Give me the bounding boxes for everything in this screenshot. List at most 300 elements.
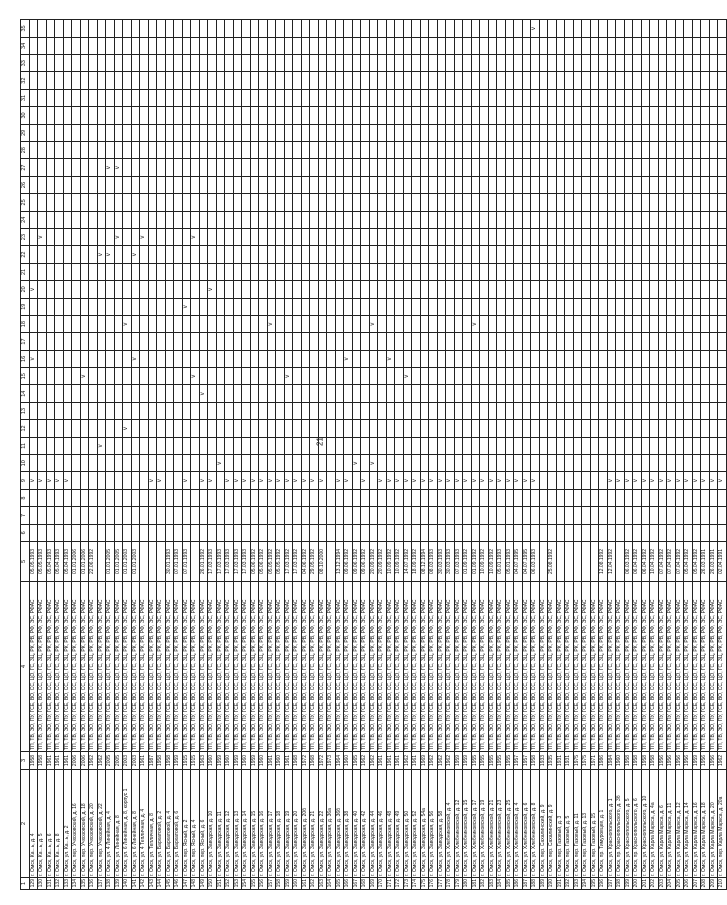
mark-cell [157, 20, 166, 37]
mark-cell [454, 368, 463, 385]
year-cell: 1960 [208, 752, 217, 770]
mark-cell [114, 124, 123, 141]
year-cell: 1955 [497, 752, 506, 770]
mark-cell [191, 72, 200, 89]
mark-cell [344, 107, 353, 124]
mark-cell [582, 350, 591, 367]
mark-cell [318, 350, 327, 367]
mark-cell [131, 524, 140, 541]
mark-cell: v [675, 472, 684, 489]
mark-cell [522, 437, 531, 454]
mark-cell [480, 20, 489, 37]
mark-cell [55, 211, 64, 228]
mark-cell: v [250, 472, 259, 489]
mark-cell [191, 402, 200, 419]
mark-cell [250, 142, 259, 159]
mark-cell [301, 107, 310, 124]
mark-cell [548, 524, 557, 541]
mark-cell [480, 72, 489, 89]
mark-cell [182, 437, 191, 454]
mark-cell [539, 350, 548, 367]
mark-cell [242, 333, 251, 350]
mark-cell [157, 72, 166, 89]
documents-cell: ТП, ТВ, ЭО, ПУ, ГСЕ, ВО, СС, ЦО, ГС, ЗЦ, РК, РВ, РФ, ЭС, РФАС [599, 582, 608, 752]
mark-cell [650, 368, 659, 385]
row-number: 205 [675, 878, 684, 890]
mark-cell [63, 455, 72, 472]
mark-cell: v [29, 281, 38, 298]
mark-cell [565, 124, 574, 141]
mark-cell [641, 89, 650, 106]
documents-cell: ТП, ТВ, ЭО, ПУ, ГСЕ, ВО, СС, ЦО, ГС, ЗЦ, РК, РВ, РФ, ЭС, РФАС [565, 582, 574, 752]
mark-cell [199, 507, 208, 524]
mark-cell [667, 228, 676, 245]
mark-cell [548, 507, 557, 524]
table-row [114, 20, 123, 890]
mark-cell [548, 211, 557, 228]
mark-cell [675, 194, 684, 211]
date-cell: 09.06.1992 [361, 542, 370, 582]
mark-cell [97, 420, 106, 437]
mark-cell [148, 176, 157, 193]
mark-cell [191, 159, 200, 176]
mark-cell [412, 20, 421, 37]
mark-cell [131, 142, 140, 159]
mark-cell [267, 246, 276, 263]
mark-cell [437, 37, 446, 54]
mark-cell [650, 228, 659, 245]
address-cell: г. Омск, пер. Ясный, д. 6 [199, 770, 208, 878]
mark-cell [242, 142, 251, 159]
mark-cell [684, 263, 693, 280]
address-cell: г. Омск, ул. Заводская, д. 19 [284, 770, 293, 878]
mark-cell [242, 124, 251, 141]
mark-cell [624, 315, 633, 332]
mark-cell [284, 142, 293, 159]
mark-cell: v [216, 455, 225, 472]
row-number: 153 [233, 878, 242, 890]
mark-cell [403, 455, 412, 472]
mark-cell [718, 159, 727, 176]
year-cell: 1958 [165, 752, 174, 770]
mark-cell [684, 246, 693, 263]
mark-cell [174, 246, 183, 263]
mark-cell [709, 350, 718, 367]
mark-cell [335, 89, 344, 106]
mark-cell [616, 455, 625, 472]
mark-cell: v [29, 350, 38, 367]
table-row [191, 20, 200, 890]
mark-cell [208, 37, 217, 54]
mark-cell [208, 298, 217, 315]
mark-cell [675, 37, 684, 54]
mark-cell [505, 368, 514, 385]
mark-cell [46, 455, 55, 472]
mark-cell [335, 228, 344, 245]
mark-cell [80, 420, 89, 437]
address-cell: г. Омск, ул. Хлебниковской, д. 23 [497, 770, 506, 878]
mark-cell [250, 176, 259, 193]
mark-cell [174, 489, 183, 506]
mark-cell [165, 524, 174, 541]
mark-cell [114, 472, 123, 489]
mark-cell [403, 228, 412, 245]
documents-cell: ТП, ТВ, ЭО, ПУ, ГСЕ, ВО, СС, ЦО, ГС, ЗЦ, РК, РВ, РФ, ЭС, РФАС [514, 582, 523, 752]
mark-cell [46, 489, 55, 506]
mark-cell [403, 385, 412, 402]
row-number: 150 [208, 878, 217, 890]
mark-cell [650, 437, 659, 454]
mark-cell [718, 315, 727, 332]
mark-cell: v [242, 472, 251, 489]
mark-cell [233, 333, 242, 350]
table-row [658, 20, 667, 890]
mark-cell [327, 385, 336, 402]
mark-cell [242, 437, 251, 454]
mark-cell [692, 437, 701, 454]
mark-cell [624, 124, 633, 141]
mark-cell [607, 298, 616, 315]
documents-cell: ТП, ТВ, ЭО, ПУ, ГСЕ, ВО, СС, ЦО, ГС, ЗЦ, РК, РВ, РФ, ЭС, РФАС [208, 582, 217, 752]
mark-cell [63, 420, 72, 437]
mark-cell [675, 211, 684, 228]
mark-cell [667, 37, 676, 54]
mark-cell [140, 402, 149, 419]
date-cell: 22.06.1992 [89, 542, 98, 582]
mark-cell [199, 246, 208, 263]
mark-cell [46, 20, 55, 37]
table-row [293, 20, 302, 890]
mark-cell [514, 437, 523, 454]
mark-cell: v [208, 281, 217, 298]
mark-cell [106, 437, 115, 454]
mark-cell [318, 315, 327, 332]
table-row [276, 20, 285, 890]
table-row [327, 20, 336, 890]
mark-cell [318, 37, 327, 54]
row-number: 187 [522, 878, 531, 890]
mark-cell [471, 420, 480, 437]
mark-cell [157, 176, 166, 193]
address-cell: г. Омск, ул. Хлебниковской, д. 21 [488, 770, 497, 878]
mark-cell [335, 107, 344, 124]
mark-cell: v [267, 472, 276, 489]
mark-cell [352, 142, 361, 159]
mark-cell: v [267, 315, 276, 332]
mark-cell [80, 281, 89, 298]
mark-cell [497, 194, 506, 211]
mark-cell [182, 107, 191, 124]
mark-cell [582, 72, 591, 89]
mark-cell [590, 489, 599, 506]
mark-cell [63, 489, 72, 506]
row-number: 210 [718, 878, 727, 890]
mark-cell [471, 333, 480, 350]
documents-cell: ТП, ТВ, ЭО, ПУ, ГСЕ, ВО, СС, ЦО, ГС, ЗЦ, РК, РВ, РФ, ЭС, РФАС [420, 582, 429, 752]
mark-cell [599, 350, 608, 367]
mark-cell [590, 281, 599, 298]
mark-cell [633, 124, 642, 141]
table-row [38, 20, 47, 890]
mark-cell [480, 124, 489, 141]
mark-cell [718, 246, 727, 263]
mark-cell [131, 385, 140, 402]
mark-cell [165, 20, 174, 37]
mark-cell [267, 333, 276, 350]
mark-cell [412, 194, 421, 211]
mark-cell [182, 333, 191, 350]
mark-cell [378, 89, 387, 106]
date-cell: 05.01.1993 [497, 542, 506, 582]
mark-cell [556, 263, 565, 280]
mark-cell [701, 20, 710, 37]
mark-cell [199, 124, 208, 141]
mark-cell [233, 315, 242, 332]
documents-cell: ТП, ТВ, ЭО, ПУ, ГСЕ, ВО, СС, ЦО, ГС, ЗЦ, РК, РВ, РФ, ЭС, РФАС [412, 582, 421, 752]
mark-cell [327, 437, 336, 454]
mark-cell [684, 420, 693, 437]
mark-cell [131, 455, 140, 472]
mark-cell [633, 89, 642, 106]
mark-cell [463, 107, 472, 124]
mark-cell [361, 37, 370, 54]
mark-cell [344, 55, 353, 72]
mark-cell [429, 420, 438, 437]
date-cell: 06.03.1993 [531, 542, 540, 582]
mark-cell [403, 211, 412, 228]
mark-cell [55, 228, 64, 245]
mark-cell [199, 159, 208, 176]
mark-cell [106, 194, 115, 211]
documents-cell: ТП, ТВ, ЭО, ПУ, ГСЕ, ВО, СС, ЦО, ГС, ЗЦ, РК, РВ, РФ, ЭС, РФАС [131, 582, 140, 752]
mark-cell [131, 228, 140, 245]
mark-cell [233, 89, 242, 106]
mark-cell [165, 159, 174, 176]
mark-cell [131, 37, 140, 54]
mark-cell [641, 455, 650, 472]
mark-cell [556, 385, 565, 402]
mark-cell [446, 385, 455, 402]
mark-cell [386, 298, 395, 315]
mark-cell [463, 37, 472, 54]
date-cell: 07.01.1993 [182, 542, 191, 582]
mark-cell: v [140, 228, 149, 245]
mark-cell [463, 524, 472, 541]
mark-cell [55, 194, 64, 211]
date-cell: 05.04.1992 [684, 542, 693, 582]
mark-cell [250, 350, 259, 367]
mark-cell [250, 246, 259, 263]
address-cell: г. Омск, ул. Карла Маркса, д. 6 [658, 770, 667, 878]
mark-cell [403, 333, 412, 350]
mark-cell [607, 507, 616, 524]
mark-cell [327, 37, 336, 54]
mark-cell [284, 20, 293, 37]
table-row [378, 20, 387, 890]
mark-cell [505, 107, 514, 124]
mark-cell [556, 281, 565, 298]
mark-cell [199, 194, 208, 211]
mark-cell [633, 298, 642, 315]
mark-cell [667, 72, 676, 89]
address-cell: г. Омск, пер. Учхозовский, д. 18 [80, 770, 89, 878]
mark-cell [335, 37, 344, 54]
mark-cell [446, 420, 455, 437]
mark-cell [361, 20, 370, 37]
mark-cell [709, 124, 718, 141]
row-number: 129 [29, 878, 38, 890]
mark-cell [531, 524, 540, 541]
documents-cell: ТП, ТВ, ЭО, ПУ, ГСЕ, ВО, СС, ЦО, ГС, ЗЦ, РК, РВ, РФ, ЭС, РФАС [556, 582, 565, 752]
mark-cell [301, 350, 310, 367]
mark-cell [97, 298, 106, 315]
documents-cell: ТП, ТВ, ЭО, ПУ, ГСЕ, ВО, СС, ЦО, ГС, ЗЦ, РК, РВ, РФ, ЭС, РФАС [72, 582, 81, 752]
mark-cell [89, 385, 98, 402]
mark-cell [301, 20, 310, 37]
mark-cell [344, 315, 353, 332]
mark-cell [29, 263, 38, 280]
row-number: 206 [684, 878, 693, 890]
mark-cell [497, 350, 506, 367]
mark-cell [437, 402, 446, 419]
mark-cell [497, 333, 506, 350]
mark-cell [310, 89, 319, 106]
column-number: 1 [21, 878, 30, 890]
mark-cell [548, 455, 557, 472]
mark-cell [607, 228, 616, 245]
column-number: 13 [21, 402, 30, 419]
mark-cell [301, 89, 310, 106]
mark-cell [624, 107, 633, 124]
mark-cell [344, 420, 353, 437]
mark-cell [140, 263, 149, 280]
table-row [352, 20, 361, 890]
mark-cell [131, 194, 140, 211]
mark-cell [55, 298, 64, 315]
mark-cell [242, 385, 251, 402]
mark-cell: v [55, 472, 64, 489]
year-cell: 1958 [531, 752, 540, 770]
mark-cell [259, 72, 268, 89]
mark-cell [531, 298, 540, 315]
mark-cell [123, 507, 132, 524]
mark-cell [327, 281, 336, 298]
row-number: 208 [701, 878, 710, 890]
mark-cell [616, 89, 625, 106]
mark-cell [378, 55, 387, 72]
address-cell: г. Омск, ул. Заводская, д. 21 [310, 770, 319, 878]
mark-cell [582, 142, 591, 159]
mark-cell [684, 402, 693, 419]
mark-cell [55, 107, 64, 124]
mark-cell [692, 228, 701, 245]
mark-cell [97, 194, 106, 211]
mark-cell [412, 368, 421, 385]
mark-cell [497, 385, 506, 402]
mark-cell [556, 124, 565, 141]
mark-cell [182, 507, 191, 524]
mark-cell [684, 385, 693, 402]
mark-cell [437, 368, 446, 385]
mark-cell [38, 159, 47, 176]
mark-cell [395, 246, 404, 263]
mark-cell [582, 89, 591, 106]
address-cell: г. Омск, пер. Ясный, д. 2 [182, 770, 191, 878]
mark-cell [378, 437, 387, 454]
mark-cell [106, 20, 115, 37]
mark-cell [573, 524, 582, 541]
mark-cell [123, 55, 132, 72]
mark-cell [454, 159, 463, 176]
mark-cell [684, 37, 693, 54]
mark-cell [548, 402, 557, 419]
mark-cell [174, 159, 183, 176]
documents-cell: ТП, ТВ, ЭО, ПУ, ГСЕ, ВО, СС, ЦО, ГС, ЗЦ, РК, РВ, РФ, ЭС, РФАС [216, 582, 225, 752]
documents-cell: ТП, ТВ, ЭО, ПУ, ГСЕ, ВО, СС, ЦО, ГС, ЗЦ, РК, РВ, РФ, ЭС, РФАС [310, 582, 319, 752]
mark-cell [182, 368, 191, 385]
mark-cell [667, 455, 676, 472]
mark-cell [182, 350, 191, 367]
mark-cell [471, 368, 480, 385]
table-row [446, 20, 455, 890]
table-row [369, 20, 378, 890]
mark-cell [548, 281, 557, 298]
mark-cell [582, 159, 591, 176]
mark-cell [599, 194, 608, 211]
mark-cell [276, 489, 285, 506]
mark-cell: v [38, 472, 47, 489]
mark-cell: v [106, 159, 115, 176]
address-cell: г. Омск, пер. Сахалинский, д. 9 [539, 770, 548, 878]
mark-cell [225, 228, 234, 245]
mark-cell [335, 350, 344, 367]
mark-cell [157, 263, 166, 280]
mark-cell [514, 228, 523, 245]
mark-cell [199, 55, 208, 72]
mark-cell [480, 55, 489, 72]
year-cell: 1975 [582, 752, 591, 770]
mark-cell [259, 37, 268, 54]
mark-cell [378, 315, 387, 332]
mark-cell [497, 124, 506, 141]
mark-cell [140, 455, 149, 472]
mark-cell [352, 368, 361, 385]
mark-cell [378, 385, 387, 402]
mark-cell [242, 315, 251, 332]
documents-cell: ТП, ТВ, ЭО, ПУ, ГСЕ, ВО, СС, ЦО, ГС, ЗЦ, РК, РВ, РФ, ЭС, РФАС [38, 582, 47, 752]
mark-cell [242, 455, 251, 472]
mark-cell [174, 402, 183, 419]
mark-cell [709, 194, 718, 211]
mark-cell [454, 333, 463, 350]
mark-cell [165, 124, 174, 141]
table-row [437, 20, 446, 890]
documents-cell: ТП, ТВ, ЭО, ПУ, ГСЕ, ВО, СС, ЦО, ГС, ЗЦ, РК, РВ, РФ, ЭС, РФАС [692, 582, 701, 752]
mark-cell [480, 159, 489, 176]
mark-cell [267, 507, 276, 524]
mark-cell [327, 263, 336, 280]
mark-cell [573, 385, 582, 402]
mark-cell [46, 315, 55, 332]
table-row [361, 20, 370, 890]
mark-cell [522, 420, 531, 437]
mark-cell [97, 333, 106, 350]
mark-cell [684, 55, 693, 72]
mark-cell: v [454, 472, 463, 489]
documents-cell: ТП, ТВ, ЭО, ПУ, ГСЕ, ВО, СС, ЦО, ГС, ЗЦ, РК, РВ, РФ, ЭС, РФАС [259, 582, 268, 752]
mark-cell [267, 107, 276, 124]
mark-cell [114, 350, 123, 367]
